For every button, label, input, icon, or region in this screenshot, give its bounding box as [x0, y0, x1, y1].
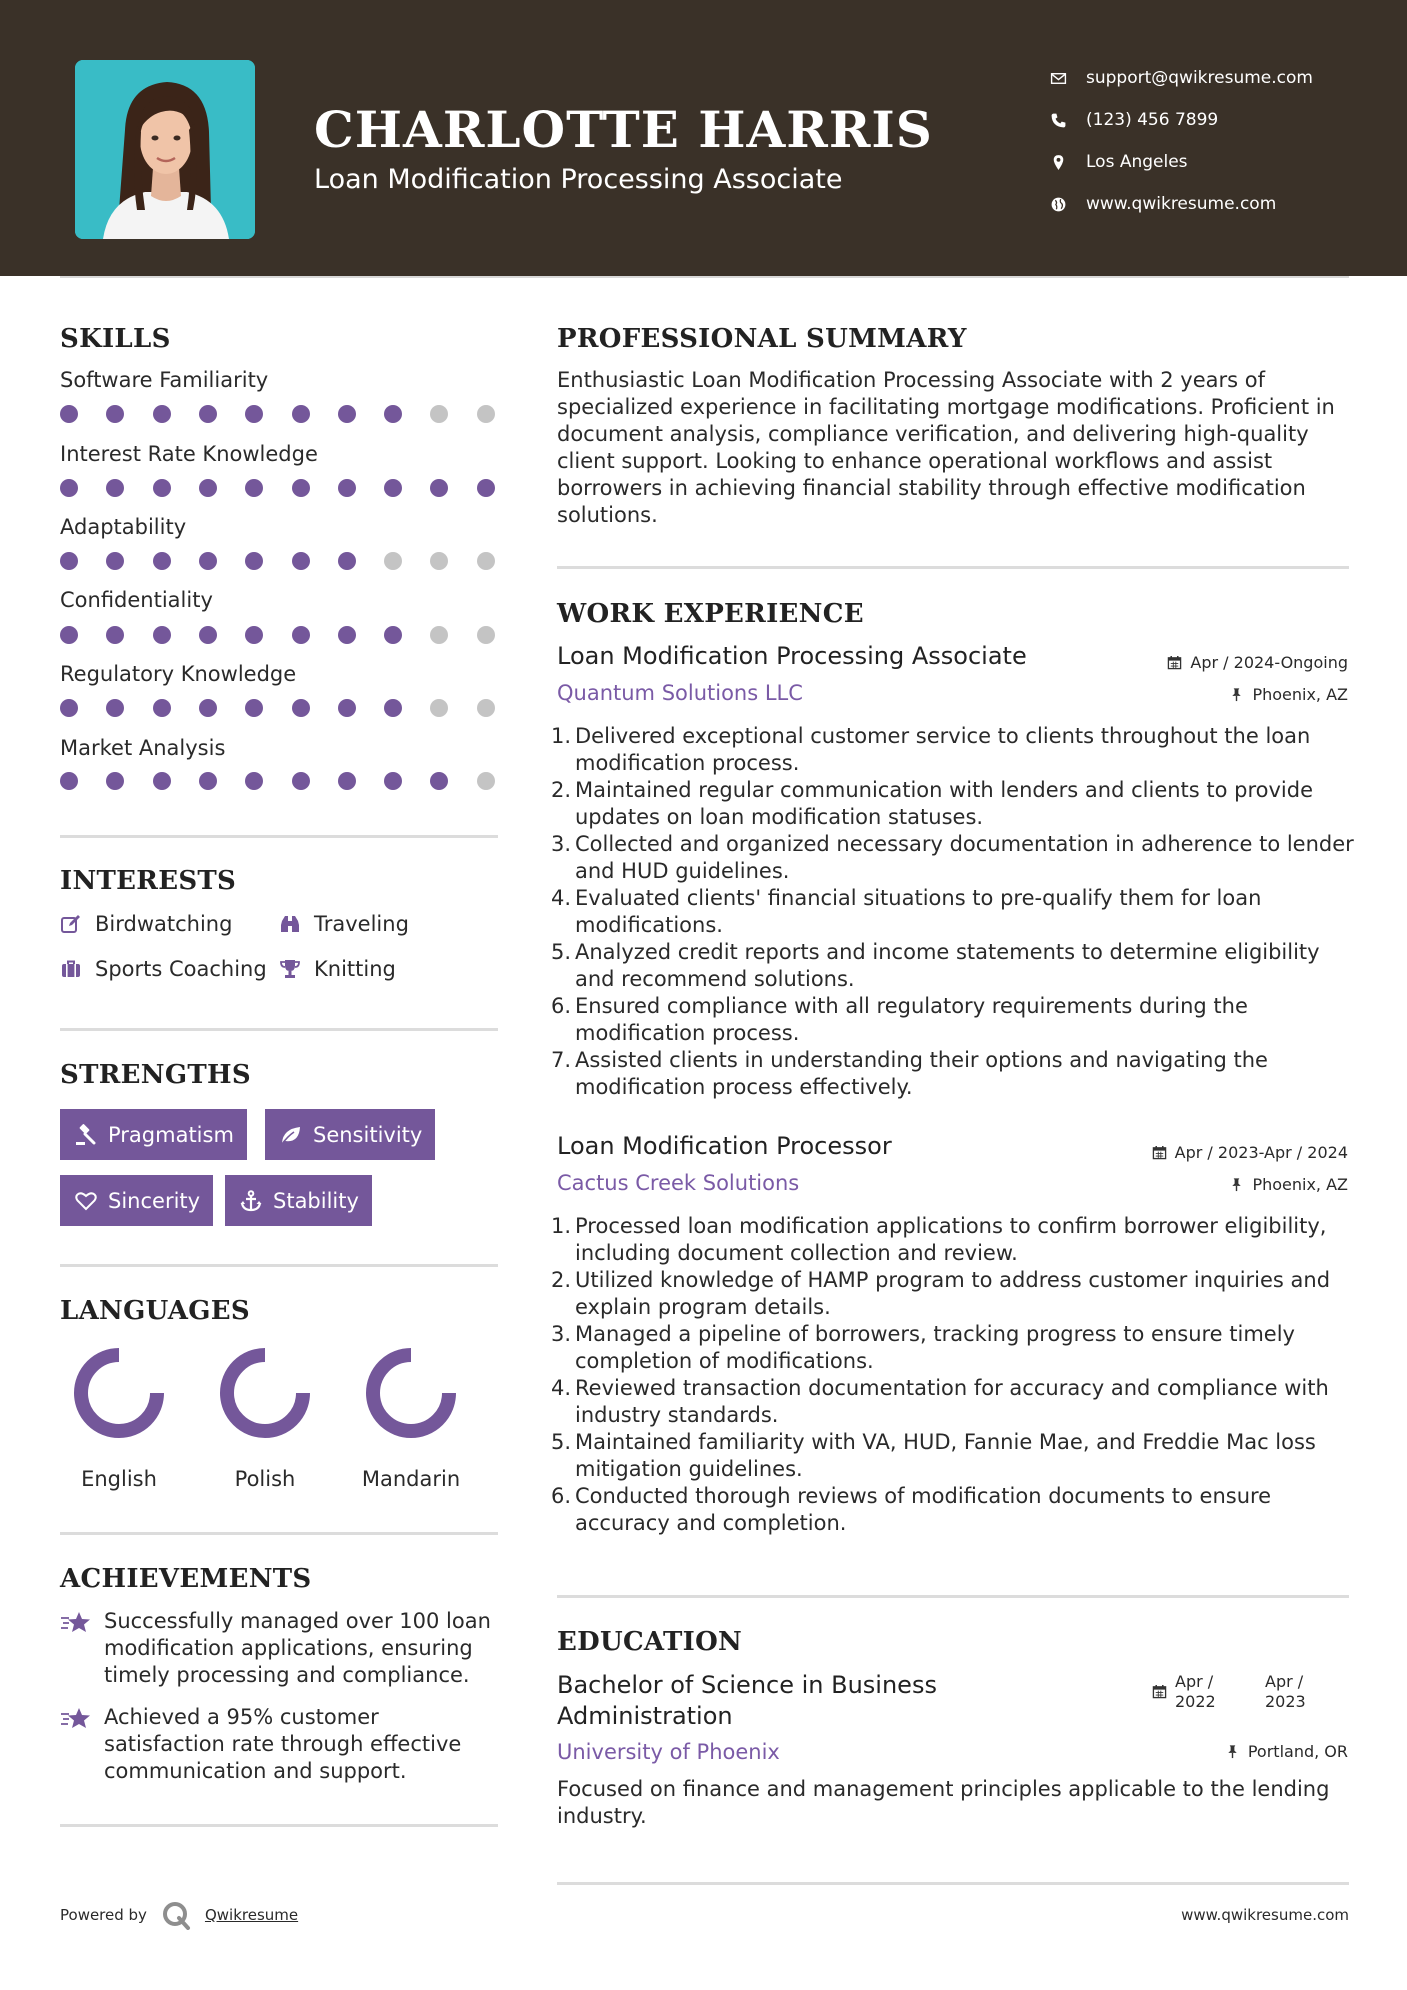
anchor-icon [239, 1189, 263, 1213]
summary-title: PROFESSIONAL SUMMARY [557, 324, 967, 354]
language-name: English [81, 1467, 157, 1491]
experience-title: WORK EXPERIENCE [557, 599, 864, 629]
trophy-icon [279, 958, 301, 980]
responsibility-item [551, 885, 1357, 939]
rating-dot-empty [477, 772, 495, 790]
job-dates [1152, 1143, 1348, 1162]
rating-dot-filled [338, 405, 356, 423]
language-item [54, 1345, 184, 1491]
calendar-icon [1167, 655, 1182, 670]
rating-dot-filled [384, 405, 402, 423]
responsibility-text: Conducted thorough reviews of modification documents to ensure accuracy and completion. [575, 1484, 1272, 1535]
rating-dot-filled [106, 479, 124, 497]
job-location [1229, 1175, 1348, 1194]
responsibility-text: Maintained regular communication with lenders and clients to provide updates on loan modification statuses. [575, 778, 1314, 829]
rating-dot-filled [477, 479, 495, 497]
job-location-text: Phoenix, AZ [1252, 1175, 1348, 1194]
rating-dot-filled [153, 405, 171, 423]
rating-dot-filled [245, 626, 263, 644]
job-title: Loan Modification Processor [557, 1132, 892, 1160]
skill-rating [60, 479, 500, 499]
responsibility-item [551, 1321, 1357, 1375]
interest-item [279, 957, 396, 981]
rating-dot-filled [153, 552, 171, 570]
languages-title: LANGUAGES [60, 1296, 250, 1326]
skill-label: Adaptability [60, 515, 187, 539]
star-icon [60, 1706, 92, 1732]
rating-dot-empty [477, 699, 495, 717]
skill-label: Market Analysis [60, 736, 226, 760]
skill-rating [60, 626, 500, 646]
achievement-item [60, 1704, 500, 1785]
binoculars-icon [279, 913, 301, 935]
profile-photo [75, 60, 255, 239]
interest-label: Sports Coaching [95, 957, 267, 981]
section-divider [60, 1264, 498, 1267]
responsibility-item [551, 939, 1357, 993]
phone-icon [1050, 110, 1086, 130]
rating-dot-empty [477, 405, 495, 423]
education-end: Apr / 2023 [1265, 1672, 1306, 1711]
rating-dot-filled [106, 626, 124, 644]
language-item [200, 1345, 330, 1491]
responsibility-item [551, 831, 1357, 885]
company-name: Cactus Creek Solutions [557, 1171, 800, 1195]
rating-dot-filled [199, 699, 217, 717]
language-ring [71, 1345, 167, 1441]
strengths-title: STRENGTHS [60, 1060, 251, 1090]
briefcase-icon [60, 958, 82, 980]
rating-dot-filled [292, 626, 310, 644]
strength-label: Stability [273, 1188, 359, 1213]
rating-dot-empty [477, 626, 495, 644]
rating-dot-empty [477, 552, 495, 570]
job-location-text: Phoenix, AZ [1252, 685, 1348, 704]
skill-rating [60, 405, 500, 425]
responsibility-number: 6. [551, 1484, 572, 1508]
interest-label: Traveling [314, 912, 409, 936]
contact-phone[interactable] [1050, 99, 1380, 141]
job-dates-text: Apr / 2024-Ongoing [1190, 653, 1348, 672]
achievement-item [60, 1608, 500, 1689]
rating-dot-filled [245, 405, 263, 423]
responsibility-text: Assisted clients in understanding their options and navigating the modification process effectively. [575, 1048, 1268, 1099]
skill-label: Interest Rate Knowledge [60, 442, 318, 466]
rating-dot-filled [199, 552, 217, 570]
strength-tag [60, 1109, 247, 1160]
rating-dot-filled [338, 772, 356, 790]
responsibility-item [551, 1047, 1357, 1101]
responsibility-number: 6. [551, 994, 572, 1018]
strength-tag [60, 1175, 213, 1226]
envelope-icon [1050, 68, 1086, 88]
language-level-arc [81, 1355, 157, 1431]
section-divider [60, 835, 498, 838]
resume-header [0, 0, 1407, 276]
section-divider [557, 566, 1349, 569]
job-title: Loan Modification Processing Associate [557, 642, 1027, 670]
responsibility-number: 7. [551, 1048, 572, 1072]
gavel-icon [74, 1123, 98, 1147]
globe-icon [1050, 194, 1086, 214]
leaf-icon [279, 1123, 303, 1147]
section-divider [557, 1595, 1349, 1598]
job-dates-text: Apr / 2023-Apr / 2024 [1174, 1143, 1348, 1162]
education-description: Focused on finance and management principles applicable to the lending industry. [557, 1777, 1330, 1828]
qwikresume-logo-icon [161, 1900, 191, 1930]
rating-dot-filled [199, 405, 217, 423]
skill-label: Regulatory Knowledge [60, 662, 297, 686]
responsibility-text: Reviewed transaction documentation for accuracy and compliance with industry standards. [575, 1376, 1329, 1427]
responsibility-number: 3. [551, 1322, 572, 1346]
language-name: Mandarin [361, 1467, 461, 1491]
interests-title: INTERESTS [60, 866, 237, 896]
rating-dot-filled [153, 772, 171, 790]
responsibility-item [551, 1267, 1357, 1321]
strength-label: Pragmatism [108, 1122, 234, 1147]
interest-item [60, 912, 232, 936]
responsibility-item [551, 1483, 1357, 1537]
job-location [1229, 685, 1348, 704]
language-level-arc [227, 1355, 303, 1431]
pushpin-icon [1225, 1744, 1240, 1759]
contact-location-text: Los Angeles [1086, 152, 1188, 172]
language-ring [363, 1345, 459, 1441]
achievement-text: Successfully managed over 100 loan modification applications, ensuring timely processing and compliance. [104, 1609, 491, 1687]
rating-dot-filled [245, 699, 263, 717]
responsibility-text: Utilized knowledge of HAMP program to address customer inquiries and explain program details. [575, 1268, 1331, 1319]
rating-dot-filled [245, 479, 263, 497]
pushpin-icon [1229, 687, 1244, 702]
rating-dot-filled [106, 772, 124, 790]
education-start: Apr / 2022 [1175, 1672, 1216, 1711]
rating-dot-filled [292, 552, 310, 570]
responsibility-item [551, 723, 1357, 777]
strength-label: Sensitivity [313, 1122, 423, 1147]
rating-dot-filled [60, 772, 78, 790]
heart-icon [74, 1189, 98, 1213]
star-icon [60, 1610, 92, 1636]
school-name: University of Phoenix [557, 1740, 780, 1764]
responsibility-text: Maintained familiarity with VA, HUD, Fannie Mae, and Freddie Mac loss mitigation guidelines. [575, 1430, 1316, 1481]
achievements-title: ACHIEVEMENTS [60, 1564, 312, 1594]
strength-tag [225, 1175, 372, 1226]
responsibility-item [551, 1375, 1357, 1429]
rating-dot-filled [199, 479, 217, 497]
rating-dot-empty [384, 552, 402, 570]
edit-icon [60, 913, 82, 935]
interest-item [279, 912, 409, 936]
rating-dot-empty [430, 552, 448, 570]
rating-dot-filled [292, 405, 310, 423]
language-ring [217, 1345, 313, 1441]
rating-dot-filled [384, 772, 402, 790]
responsibility-item [551, 993, 1357, 1047]
rating-dot-filled [60, 405, 78, 423]
education-title: EDUCATION [557, 1627, 743, 1657]
rating-dot-filled [199, 772, 217, 790]
strength-label: Sincerity [108, 1188, 201, 1213]
responsibility-text: Managed a pipeline of borrowers, tracking progress to ensure timely completion of modifications. [575, 1322, 1295, 1373]
responsibility-number: 4. [551, 886, 572, 910]
contact-list [1050, 57, 1380, 225]
skills-title: SKILLS [60, 324, 171, 354]
skill-label: Confidentiality [60, 588, 213, 612]
footer-powered-by [60, 1900, 298, 1930]
degree-title: Bachelor of Science in Business Administration [557, 1671, 937, 1730]
rating-dot-filled [338, 699, 356, 717]
skill-rating [60, 699, 500, 719]
candidate-role: Loan Modification Processing Associate [314, 164, 843, 195]
responsibility-text: Ensured compliance with all regulatory requirements during the modification process. [575, 994, 1248, 1045]
job-responsibilities [551, 1213, 1357, 1537]
rating-dot-filled [153, 699, 171, 717]
rating-dot-filled [60, 479, 78, 497]
responsibility-number: 2. [551, 778, 572, 802]
section-divider [60, 1028, 498, 1031]
language-level-arc [373, 1355, 449, 1431]
section-divider [60, 1824, 498, 1827]
education-location [1225, 1742, 1348, 1761]
rating-dot-filled [338, 626, 356, 644]
responsibility-number: 4. [551, 1376, 572, 1400]
responsibility-number: 5. [551, 940, 572, 964]
rating-dot-filled [338, 552, 356, 570]
education-dates [1152, 1672, 1327, 1712]
achievement-text: Achieved a 95% customer satisfaction rate through effective communication and support. [104, 1705, 462, 1783]
skill-rating [60, 552, 500, 572]
rating-dot-filled [153, 626, 171, 644]
section-divider [557, 1882, 1349, 1885]
responsibility-number: 1. [551, 724, 572, 748]
education-location-text: Portland, OR [1247, 1742, 1348, 1761]
responsibility-item [551, 777, 1357, 831]
contact-website-text: www.qwikresume.com [1086, 194, 1277, 214]
strength-tag [265, 1109, 435, 1160]
candidate-name: CHARLOTTE HARRIS [314, 100, 933, 159]
section-divider [60, 1532, 498, 1535]
powered-by-text: Powered by [60, 1906, 147, 1924]
rating-dot-filled [384, 699, 402, 717]
responsibility-number: 1. [551, 1214, 572, 1238]
summary-text: Enthusiastic Loan Modification Processing Associate with 2 years of specialized experience in facilitating mortgage modifications. Proficient in document analysis, compliance verification, and delivering high-quality client support. Looking to enhance operational workflows and assist borrowers in achieving financial stability through effective modification solutions. [557, 368, 1335, 527]
rating-dot-filled [106, 552, 124, 570]
responsibility-text: Analyzed credit reports and income statements to determine eligibility and recommend solutions. [575, 940, 1320, 991]
job-responsibilities [551, 723, 1357, 1101]
contact-location [1050, 141, 1380, 183]
calendar-icon [1152, 1684, 1167, 1699]
rating-dot-filled [245, 772, 263, 790]
rating-dot-filled [106, 699, 124, 717]
skill-rating [60, 772, 500, 792]
rating-dot-empty [430, 405, 448, 423]
contact-phone-text: (123) 456 7899 [1086, 110, 1219, 130]
responsibility-text: Evaluated clients' financial situations to pre-qualify them for loan modifications. [575, 886, 1262, 937]
rating-dot-filled [60, 552, 78, 570]
rating-dot-empty [430, 699, 448, 717]
responsibility-text: Delivered exceptional customer service to clients throughout the loan modification process. [575, 724, 1311, 775]
rating-dot-filled [153, 479, 171, 497]
rating-dot-filled [60, 699, 78, 717]
rating-dot-empty [430, 626, 448, 644]
rating-dot-filled [292, 479, 310, 497]
skill-label: Software Familiarity [60, 368, 269, 392]
rating-dot-filled [338, 479, 356, 497]
person-portrait-icon [75, 60, 255, 239]
responsibility-item [551, 1429, 1357, 1483]
interest-item [60, 957, 267, 981]
responsibility-number: 3. [551, 832, 572, 856]
pushpin-icon [1229, 1177, 1244, 1192]
rating-dot-filled [292, 699, 310, 717]
job-dates [1167, 653, 1348, 672]
rating-dot-filled [384, 626, 402, 644]
responsibility-item [551, 1213, 1357, 1267]
interest-label: Knitting [314, 957, 396, 981]
responsibility-number: 5. [551, 1430, 572, 1454]
rating-dot-filled [245, 552, 263, 570]
calendar-icon [1152, 1145, 1167, 1160]
contact-website[interactable] [1050, 183, 1380, 225]
responsibility-text: Processed loan modification applications to confirm borrower eligibility, including document collection and review. [575, 1214, 1327, 1265]
qwikresume-link[interactable]: Qwikresume [204, 1906, 299, 1924]
responsibility-number: 2. [551, 1268, 572, 1292]
rating-dot-filled [199, 626, 217, 644]
rating-dot-filled [430, 772, 448, 790]
header-divider [60, 276, 1349, 278]
language-item [346, 1345, 476, 1491]
rating-dot-filled [384, 479, 402, 497]
rating-dot-filled [60, 626, 78, 644]
rating-dot-filled [292, 772, 310, 790]
contact-email[interactable] [1050, 57, 1380, 99]
footer-url[interactable]: www.qwikresume.com [1181, 1906, 1349, 1924]
map-pin-icon [1050, 152, 1086, 172]
rating-dot-filled [106, 405, 124, 423]
responsibility-text: Collected and organized necessary documentation in adherence to lender and HUD guidelines. [575, 832, 1354, 883]
language-name: Polish [234, 1467, 296, 1491]
contact-email-text: support@qwikresume.com [1086, 68, 1313, 88]
rating-dot-filled [430, 479, 448, 497]
company-name: Quantum Solutions LLC [557, 681, 803, 705]
interest-label: Birdwatching [95, 912, 233, 936]
